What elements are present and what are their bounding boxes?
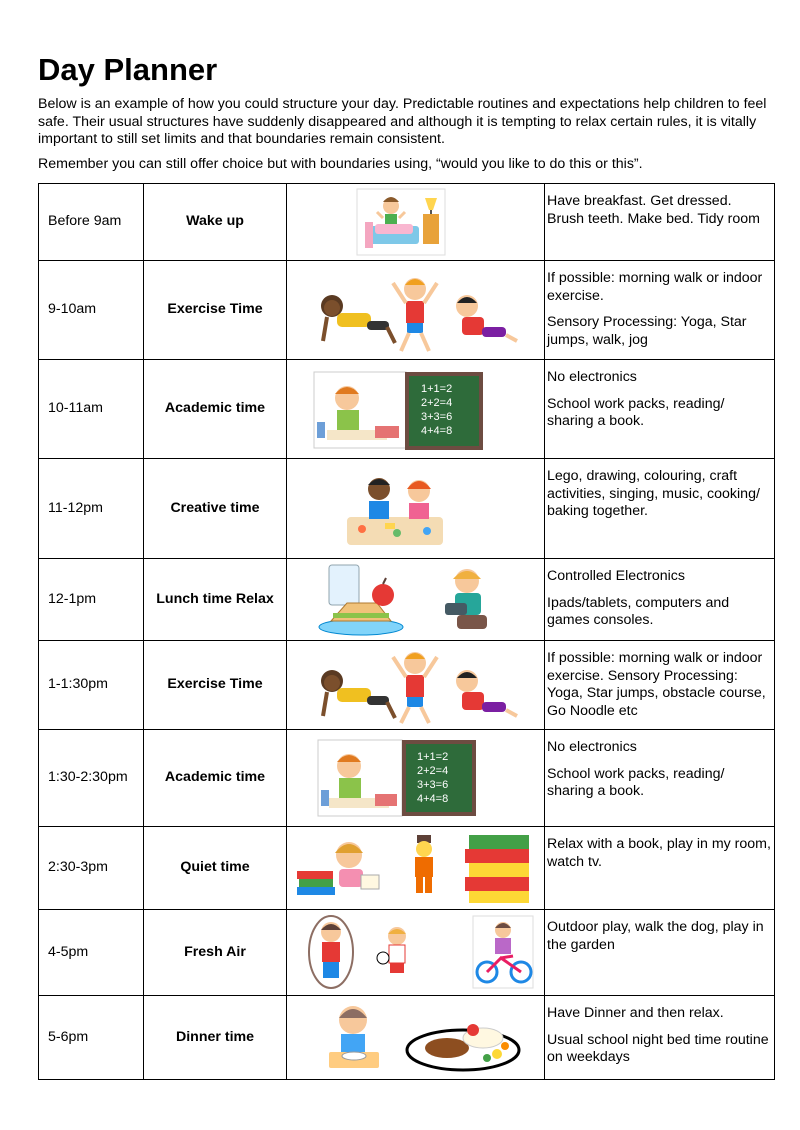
picture-cell xyxy=(287,360,545,459)
time-cell: 4-5pm xyxy=(39,910,144,996)
chalk-line: 2+2=4 xyxy=(421,397,453,409)
child-pushup-icon xyxy=(321,295,395,343)
child-pushup-icon xyxy=(321,670,395,718)
chalk-line: 4+4=8 xyxy=(417,793,449,805)
chalk-line: 2+2=4 xyxy=(417,765,449,777)
time-cell: 2:30-3pm xyxy=(39,827,144,910)
choice-paragraph: Remember you can still offer choice but with boundaries using, “would you like to do this or this”. xyxy=(38,156,643,172)
lunch-plate-icon xyxy=(319,565,403,635)
picture-cell xyxy=(287,730,545,827)
description-text: Sensory Processing: Yoga, Star jumps, walk, jog xyxy=(547,314,747,348)
lego-bricks-icon xyxy=(465,835,529,903)
chalk-line: 3+3=6 xyxy=(417,779,449,791)
child-gaming-icon xyxy=(445,569,487,629)
table-row xyxy=(39,184,775,261)
table-row xyxy=(39,261,775,360)
description-cell xyxy=(545,910,775,996)
chalk-line: 1+1=2 xyxy=(417,751,449,763)
child-eating-icon xyxy=(329,1006,379,1068)
page-title: Day Planner xyxy=(38,52,218,87)
table-row xyxy=(39,996,775,1080)
child-football-icon xyxy=(377,927,406,973)
description-cell xyxy=(545,827,775,910)
picture-cell xyxy=(287,641,545,730)
description-text: If possible: morning walk or indoor exercise. Sensory Processing: Yoga, Star jumps, obstacle course, Go Noodle etc xyxy=(547,650,766,719)
picture-cell xyxy=(287,827,545,910)
child-skipping-rope-icon xyxy=(309,916,353,988)
table-row xyxy=(39,910,775,996)
picture-cell xyxy=(287,261,545,360)
time-cell: 9-10am xyxy=(39,261,144,360)
time-cell: 10-11am xyxy=(39,360,144,459)
table-row xyxy=(39,730,775,827)
description-cell xyxy=(545,261,775,360)
description-text: Ipads/tablets, computers and games consoles. xyxy=(547,594,730,628)
description-text: Usual school night bed time routine on weekdays xyxy=(547,1031,769,1065)
chalkboard-sums-icon xyxy=(404,742,474,814)
time-cell: 12-1pm xyxy=(39,559,144,641)
time-cell: 5-6pm xyxy=(39,996,144,1080)
description-text: Relax with a book, play in my room, watch tv. xyxy=(547,836,771,870)
chalk-line: 4+4=8 xyxy=(421,425,453,437)
table-row xyxy=(39,641,775,730)
dinner-plate-icon xyxy=(407,1024,519,1070)
child-star-jump-icon xyxy=(393,278,437,351)
intro-paragraph: Below is an example of how you could structure your day. Predictable routines and expectations help children to feel safe. Their usual structures have suddenly disappeared and although it is tempting to relax certain rules, it is vitally important to still set limits and that boundaries remain consistent. xyxy=(38,96,767,147)
picture-cell xyxy=(287,996,545,1080)
chalk-line: 1+1=2 xyxy=(421,383,453,395)
activity-cell: Wake up xyxy=(144,184,287,261)
activity-cell: Fresh Air xyxy=(144,910,287,996)
time-cell: 1:30-2:30pm xyxy=(39,730,144,827)
description-cell xyxy=(545,996,775,1080)
lego-figure-icon xyxy=(415,835,433,893)
time-cell: 11-12pm xyxy=(39,459,144,559)
child-reading-icon xyxy=(297,842,379,895)
activity-cell: Academic time xyxy=(144,730,287,827)
description-cell xyxy=(545,730,775,827)
description-text: Have breakfast. Get dressed. Brush teeth. Make bed. Tidy room xyxy=(547,193,760,227)
child-waking-in-bed-icon xyxy=(287,184,545,260)
description-text: No electronics xyxy=(547,739,637,755)
picture-cell xyxy=(287,459,545,559)
table-row xyxy=(39,459,775,559)
activity-cell: Lunch time Relax xyxy=(144,559,287,641)
activity-cell: Exercise Time xyxy=(144,641,287,730)
description-text: Outdoor play, walk the dog, play in the garden xyxy=(547,919,764,953)
description-text: School work packs, reading/ sharing a book. xyxy=(547,765,725,799)
child-studying-icon xyxy=(314,372,406,448)
children-crafting-icon xyxy=(287,459,545,558)
activity-cell: Academic time xyxy=(144,360,287,459)
description-text: Have Dinner and then relax. xyxy=(547,1005,724,1021)
chalkboard-sums-icon xyxy=(407,374,481,448)
child-star-jump-icon xyxy=(393,652,437,723)
time-cell: 1-1:30pm xyxy=(39,641,144,730)
child-situp-icon xyxy=(456,295,517,341)
table-row xyxy=(39,559,775,641)
description-cell xyxy=(545,360,775,459)
chalk-line: 3+3=6 xyxy=(421,411,453,423)
activity-cell: Exercise Time xyxy=(144,261,287,360)
description-cell xyxy=(545,459,775,559)
child-situp-icon xyxy=(456,670,517,716)
picture-cell xyxy=(287,910,545,996)
table-row xyxy=(39,827,775,910)
description-cell xyxy=(545,559,775,641)
description-text: School work packs, reading/ sharing a book. xyxy=(547,395,725,429)
description-cell xyxy=(545,641,775,730)
description-text: Controlled Electronics xyxy=(547,568,685,584)
child-cycling-icon xyxy=(473,916,533,988)
picture-cell xyxy=(287,559,545,641)
activity-cell: Creative time xyxy=(144,459,287,559)
activity-cell: Dinner time xyxy=(144,996,287,1080)
day-planner-table xyxy=(38,183,775,1080)
table-row xyxy=(39,360,775,459)
description-text: Lego, drawing, colouring, craft activities, singing, music, cooking/ baking together. xyxy=(547,468,760,519)
child-studying-icon xyxy=(318,740,402,816)
picture-cell xyxy=(287,184,545,261)
description-cell xyxy=(545,184,775,261)
description-text: No electronics xyxy=(547,369,637,385)
time-cell: Before 9am xyxy=(39,184,144,261)
description-text: If possible: morning walk or indoor exercise. xyxy=(547,270,763,304)
activity-cell: Quiet time xyxy=(144,827,287,910)
